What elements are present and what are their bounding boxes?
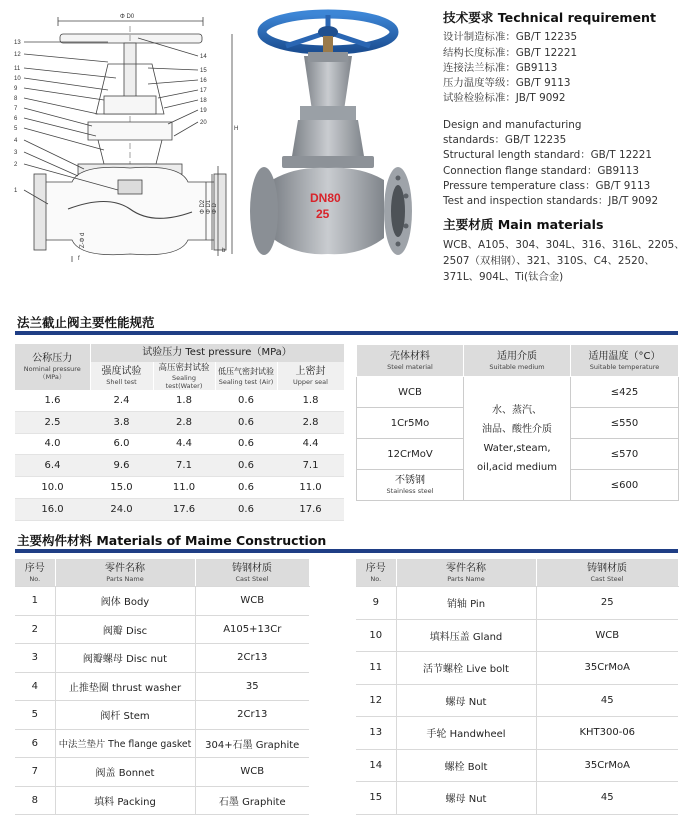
main-materials-title: 主要材质 Main materials <box>443 216 604 232</box>
main-materials-line: WCB、A105、304、304L、316、316L、2205、 <box>443 238 685 251</box>
part-num-18: 18 <box>200 98 207 104</box>
tech-en-line: standards：GB/T 12235 <box>443 134 567 147</box>
cell: 销轴 Pin <box>396 587 536 620</box>
pressure-section-rule <box>15 331 678 335</box>
table-row <box>356 587 678 620</box>
cell: 15.0 <box>90 477 153 499</box>
cell: 6 <box>15 729 55 758</box>
cell: 2.5 <box>15 411 90 433</box>
cell: 2.4 <box>90 390 153 411</box>
cell: 4.4 <box>277 433 344 455</box>
cell: 3 <box>15 644 55 673</box>
material-cell: 1Cr5Mo <box>357 408 464 439</box>
table-row <box>15 758 309 787</box>
temp-cell: ≤550 <box>571 408 679 439</box>
dim-f: f <box>78 256 80 262</box>
technical-title: 技术要求 Technical requirement <box>443 10 657 25</box>
tech-cn-line: 结构长度标准：GB/T 12221 <box>443 46 578 59</box>
pressure-section-title: 法兰截止阀主要性能规范 <box>17 315 155 330</box>
cell: WCB <box>195 758 309 787</box>
cell: 7.1 <box>153 455 215 477</box>
part-num-8: 8 <box>14 96 18 102</box>
cell: 0.6 <box>215 477 277 499</box>
material-cell: 12CrMoV <box>357 439 464 470</box>
material-cell: WCB <box>357 377 464 408</box>
cell: 阀盖 Bonnet <box>55 758 195 787</box>
cell: 止推垫圈 thrust washer <box>55 672 195 701</box>
pressure-table <box>15 344 345 521</box>
temp-cell: ≤570 <box>571 439 679 470</box>
cell: 6.0 <box>90 433 153 455</box>
table-row <box>15 411 344 433</box>
cell: 35CrMoA <box>536 749 678 782</box>
cell: 6.4 <box>15 455 90 477</box>
parts-header-no: 序号 No. <box>356 559 396 587</box>
table-row <box>356 782 678 815</box>
cell: 0.6 <box>215 455 277 477</box>
cell: 螺母 Nut <box>396 782 536 815</box>
cell: 4.0 <box>15 433 90 455</box>
pressure-header-col: 强度试验 Shell test <box>90 362 153 390</box>
cell: WCB <box>195 587 309 616</box>
part-num-20: 20 <box>200 120 207 126</box>
construction-title: 主要构件材料 Materials of Maime Construction <box>17 533 327 548</box>
cell: A105+13Cr <box>195 615 309 644</box>
cell: 17.6 <box>153 498 215 520</box>
medium-header-temp: 适用温度（°C） Suitable temperature <box>571 345 679 377</box>
cell: 填料 Packing <box>55 786 195 815</box>
table-row <box>15 644 309 673</box>
medium-table <box>356 344 679 501</box>
table-row <box>15 615 309 644</box>
pressure-header-nominal: 公称压力 Nominal pressure （MPa） <box>15 344 90 390</box>
cell: KHT300-06 <box>536 717 678 750</box>
cell: 12 <box>356 684 396 717</box>
table-row <box>15 477 344 499</box>
cell: 16.0 <box>15 498 90 520</box>
pressure-header-col: 高压密封试验 Sealing test(Water) <box>153 362 215 390</box>
cell: 35 <box>195 672 309 701</box>
cell: 3.8 <box>90 411 153 433</box>
table-row <box>15 672 309 701</box>
cell: 13 <box>356 717 396 750</box>
cell: 2.8 <box>277 411 344 433</box>
table-row <box>356 652 678 685</box>
cell: 5 <box>15 701 55 730</box>
medium-header-medium: 适用介质 Suitable medium <box>464 345 571 377</box>
cell: 7 <box>15 758 55 787</box>
cell: 2.8 <box>153 411 215 433</box>
cell: 4 <box>15 672 55 701</box>
table-row <box>15 701 309 730</box>
part-num-5: 5 <box>14 126 18 132</box>
part-num-19: 19 <box>200 108 207 114</box>
table-row <box>15 587 309 616</box>
parts-header-name: 零件名称 Parts Name <box>55 559 195 587</box>
construction-rule <box>15 549 678 553</box>
cell: 9 <box>356 587 396 620</box>
dim-d2: Φ D2 <box>200 199 206 214</box>
part-num-12: 12 <box>14 52 21 58</box>
cell: 2 <box>15 615 55 644</box>
part-num-13: 13 <box>14 40 21 46</box>
cell: 填料压盖 Gland <box>396 619 536 652</box>
dim-d: Φ D <box>212 203 218 214</box>
dim-d1: Φ D1 <box>206 199 212 214</box>
valve-photo <box>246 6 436 268</box>
parts-table-right <box>356 559 679 815</box>
tech-cn-line: 试验检验标准：JB/T 9092 <box>443 92 566 105</box>
cell: 阀杆 Stem <box>55 701 195 730</box>
dim-h: H <box>234 126 239 132</box>
tech-en-line: Pressure temperature class：GB/T 9113 <box>443 179 651 192</box>
part-num-11: 11 <box>14 66 21 72</box>
pressure-header-test: 试验压力 Test pressure（MPa） <box>90 344 344 362</box>
cell: 7.1 <box>277 455 344 477</box>
cell: 中法兰垫片 The flange gasket <box>55 729 195 758</box>
cell: 手轮 Handwheel <box>396 717 536 750</box>
cell: 14 <box>356 749 396 782</box>
cell: 螺母 Nut <box>396 684 536 717</box>
parts-header-steel: 铸钢材质 Cast Steel <box>536 559 678 587</box>
medium-header-material: 壳体材料 Steel material <box>357 345 464 377</box>
tech-cn-line: 压力温度等级：GB/T 9113 <box>443 77 571 90</box>
part-num-2: 2 <box>14 162 18 168</box>
cell: 24.0 <box>90 498 153 520</box>
part-num-1: 1 <box>14 188 18 194</box>
cell: 45 <box>536 684 678 717</box>
part-num-4: 4 <box>14 138 18 144</box>
cell: 2Cr13 <box>195 644 309 673</box>
main-materials-line: 2507（双相钢）、321、310S、C4、2520、 <box>443 254 655 267</box>
cell: 1.6 <box>15 390 90 411</box>
table-row <box>356 749 678 782</box>
cell: 阀瓣螺母 Disc nut <box>55 644 195 673</box>
valve-mark-dn: DN80 <box>310 191 341 205</box>
cell: 11.0 <box>153 477 215 499</box>
table-row <box>356 717 678 750</box>
cell: 17.6 <box>277 498 344 520</box>
part-num-17: 17 <box>200 88 207 94</box>
cell: 45 <box>536 782 678 815</box>
part-num-15: 15 <box>200 68 207 74</box>
table-row <box>15 455 344 477</box>
pressure-header-col: 上密封 Upper seal <box>277 362 344 390</box>
dim-d0: Φ D0 <box>120 14 135 20</box>
cell: 0.6 <box>215 411 277 433</box>
cell: 10.0 <box>15 477 90 499</box>
tech-en-line: Connection flange standard：GB9113 <box>443 164 639 177</box>
cell: 9.6 <box>90 455 153 477</box>
tech-cn-line: 连接法兰标准：GB9113 <box>443 61 558 74</box>
table-row <box>356 684 678 717</box>
cell: 8 <box>15 786 55 815</box>
valve-section-drawing <box>8 4 240 264</box>
part-num-9: 9 <box>14 86 18 92</box>
cell: 0.6 <box>215 498 277 520</box>
cell: 1.8 <box>153 390 215 411</box>
cell: 15 <box>356 782 396 815</box>
material-cell: 不锈钢 Stainless steel <box>357 470 464 501</box>
cell: 10 <box>356 619 396 652</box>
technical-requirement-block <box>443 10 693 285</box>
part-num-6: 6 <box>14 116 18 122</box>
cell: 11.0 <box>277 477 344 499</box>
temp-cell: ≤425 <box>571 377 679 408</box>
cell: 4.4 <box>153 433 215 455</box>
parts-table-left <box>15 559 310 815</box>
part-num-3: 3 <box>14 150 18 156</box>
parts-header-name: 零件名称 Parts Name <box>396 559 536 587</box>
tech-en-line: Structural length standard：GB/T 12221 <box>443 149 653 162</box>
cell: 0.6 <box>215 433 277 455</box>
tech-en-line: Design and manufacturing <box>443 118 582 131</box>
cell: 2Cr13 <box>195 701 309 730</box>
pressure-header-col: 低压气密封试验 Sealing test (Air) <box>215 362 277 390</box>
cell: WCB <box>536 619 678 652</box>
part-num-7: 7 <box>14 106 18 112</box>
table-row <box>15 729 309 758</box>
table-row <box>15 433 344 455</box>
tech-en-line: Test and inspection standards：JB/T 9092 <box>443 195 659 208</box>
main-materials-line: 371L、904L、Ti(钛合金) <box>443 270 564 283</box>
cell: 25 <box>536 587 678 620</box>
cell: 螺栓 Bolt <box>396 749 536 782</box>
cell: 1 <box>15 587 55 616</box>
part-num-10: 10 <box>14 76 21 82</box>
cell: 35CrMoA <box>536 652 678 685</box>
valve-mark-pn: 25 <box>316 207 330 221</box>
tech-cn-line: 设计制造标准：GB/T 12235 <box>443 31 578 44</box>
cell: 0.6 <box>215 390 277 411</box>
cell: 活节螺栓 Live bolt <box>396 652 536 685</box>
table-row <box>357 377 679 408</box>
cell: 11 <box>356 652 396 685</box>
medium-cell: 水、蒸汽、 油品、酸性介质 Water,steam, oil,acid medium <box>464 377 571 501</box>
part-num-16: 16 <box>200 78 207 84</box>
dim-b: b <box>222 248 226 254</box>
cell: 阀瓣 Disc <box>55 615 195 644</box>
table-row <box>15 498 344 520</box>
table-row <box>356 619 678 652</box>
part-num-14: 14 <box>200 54 207 60</box>
parts-header-no: 序号 No. <box>15 559 55 587</box>
cell: 1.8 <box>277 390 344 411</box>
parts-header-steel: 铸钢材质 Cast Steel <box>195 559 309 587</box>
table-row <box>15 786 309 815</box>
cell: 304+石墨 Graphite <box>195 729 309 758</box>
temp-cell: ≤600 <box>571 470 679 501</box>
cell: 石墨 Graphite <box>195 786 309 815</box>
dim-zd: Z-Φ d <box>80 232 86 248</box>
table-row <box>15 390 344 411</box>
cell: 阀体 Body <box>55 587 195 616</box>
